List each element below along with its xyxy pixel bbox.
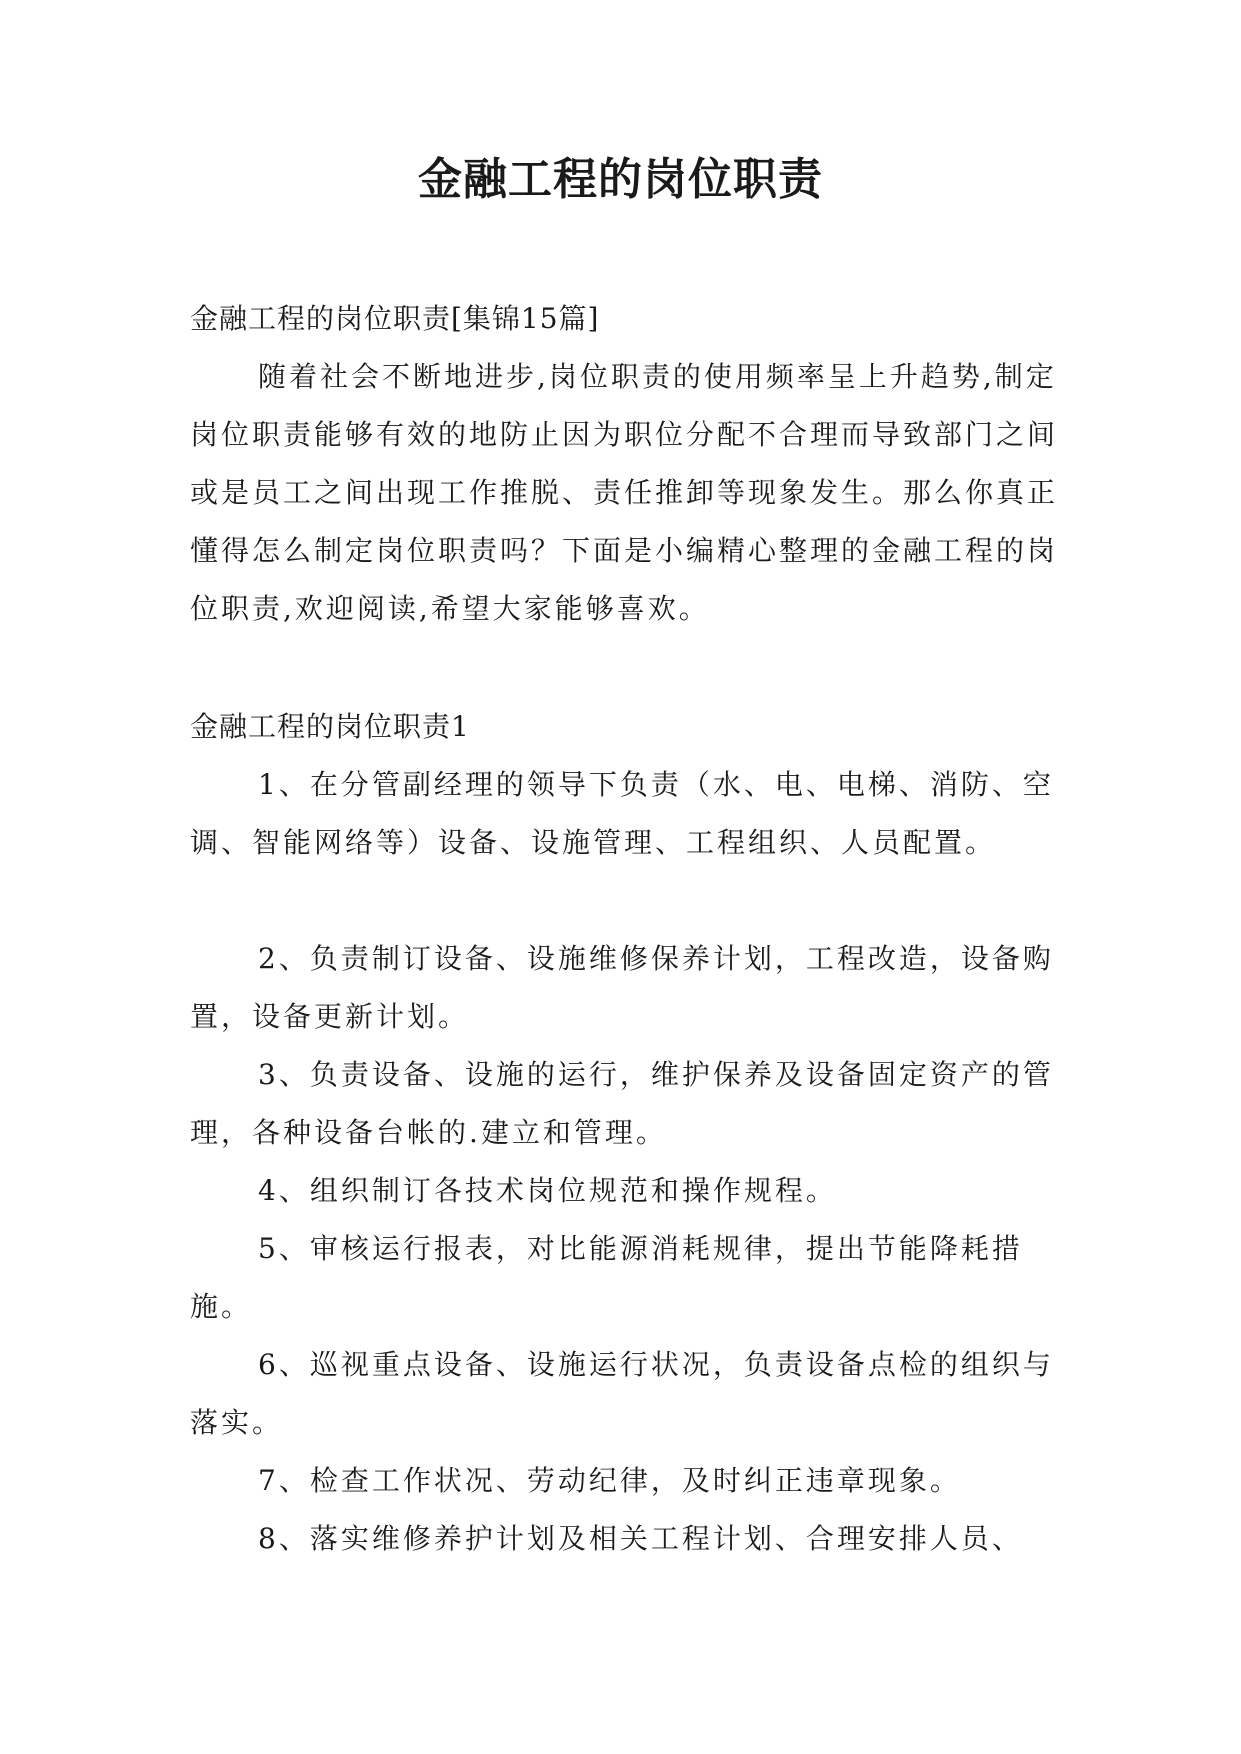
duty-item: 5、审核运行报表，对比能源消耗规律，提出节能降耗措施。: [190, 1232, 1023, 1323]
duty-item: 1、在分管副经理的领导下负责（水、电、电梯、消防、空调、智能网络等）设备、设施管理、工程组织、人员配置。: [190, 768, 1054, 859]
duty-item: 8、落实维修养护计划及相关工程计划、合理安排人员、: [258, 1522, 1023, 1555]
duty-item: 3、负责设备、设施的运行，维护保养及设备固定资产的管理，各种设备台帐的.建立和管理。: [190, 1058, 1054, 1149]
duty-item: 4、组织制订各技术岗位规范和操作规程。: [258, 1174, 837, 1207]
document-subtitle: 金融工程的岗位职责[集锦15篇]: [190, 302, 600, 335]
section-heading: 金融工程的岗位职责1: [190, 710, 470, 743]
document-title: 金融工程的岗位职责: [418, 154, 823, 205]
duty-item: 2、负责制订设备、设施维修保养计划，工程改造，设备购置，设备更新计划。: [190, 942, 1054, 1033]
duty-item: 7、检查工作状况、劳动纪律，及时纠正违章现象。: [258, 1464, 961, 1497]
duty-list: [190, 756, 1070, 1568]
intro-paragraph: 随着社会不断地进步,岗位职责的使用频率呈上升趋势,制定岗位职责能够有效的地防止因为职位分配不合理而导致部门之间或是员工之间出现工作推脱、责任推卸等现象发生。那么你真正懂得怎么制定岗位职责吗？下面是小编精心整理的金融工程的岗位职责,欢迎阅读,希望大家能够喜欢。: [190, 360, 1059, 625]
duty-item: 6、巡视重点设备、设施运行状况，负责设备点检的组织与落实。: [190, 1348, 1054, 1439]
